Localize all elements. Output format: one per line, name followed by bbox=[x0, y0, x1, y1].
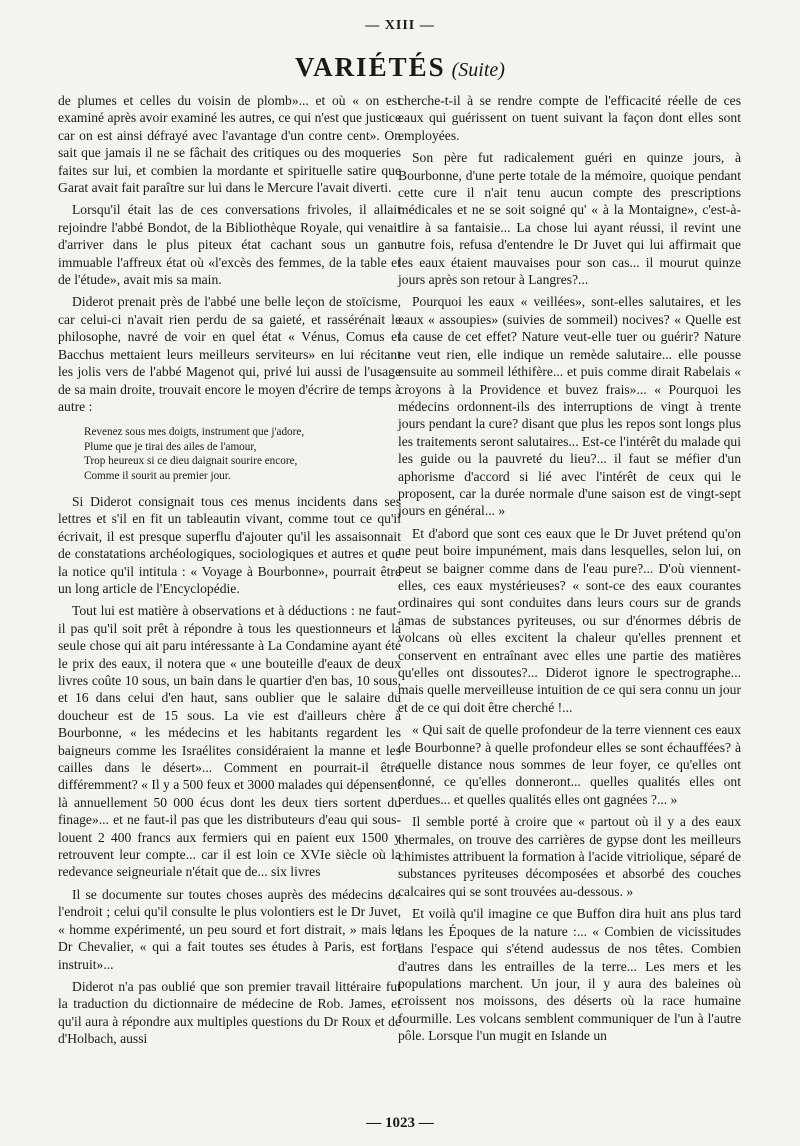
left-paragraph-1: de plumes et celles du voisin de plomb»... et où « on est examiné après avoir examiné les autres, ce qui n'est que justice car on est ainsi défrayé avec l'avantage d'un contre cent». On sait que jamais il ne se fâchait des critiques ou des moqueries faites sur lui, et combien la mordante et spirituelle satire que Garat avait fait paraître sur lui dans le Mercure l'avait diverti. bbox=[58, 93, 401, 196]
right-column bbox=[398, 92, 741, 1045]
title-suite: (Suite) bbox=[451, 59, 505, 81]
poem-line: Revenez sous mes doigts, instrument que j'adore, bbox=[84, 426, 305, 439]
left-paragraph-7: Diderot n'a pas oublié que son premier travail littéraire fut la traduction du dictionnaire de médecine de Rob. James, et qu'il aura à répondre aux multiples questions du Dr Roux et de d'Holbach, aussi bbox=[58, 978, 401, 1047]
poem-quote bbox=[84, 425, 401, 483]
page-roman-numeral: — XIII — bbox=[365, 18, 435, 33]
poem-line: Plume que je tirai des ailes de l'amour, bbox=[84, 440, 257, 453]
left-column bbox=[58, 92, 401, 1048]
title-main: VARIÉTÉS bbox=[295, 52, 446, 82]
poem-line: Comme il sourit au premier jour. bbox=[84, 469, 231, 482]
left-paragraph-3: Diderot prenait près de l'abbé une belle leçon de stoïcisme, car celui-ci n'avait rien perdu de sa gaieté, et rassérénait le philosophe, navré de voir en quel état « Vénus, Comus et Bacchus mettaient leurs meilleurs serviteurs» en lui récitant les jolis vers de l'abbé Magenot qui, privé lui aussi de l'usage de sa main droite, trouvait encore le moyen d'écrire de temps à autre : bbox=[58, 294, 401, 414]
right-paragraph-6: Il semble porté à croire que « partout où il y a des eaux thermales, on trouve des carrières de gypse dont les meilleurs chimistes attribuent la formation à l'acide vitriolique, séparé de substances pyriteuses décomposées et absorbé des couches calcaires qui se sont trouvées au-dessous. » bbox=[398, 814, 741, 899]
right-paragraph-7: Et voilà qu'il imagine ce que Buffon dira huit ans plus tard dans les Époques de la nature :... « Combien de vicissitudes dans l'espace qui s'étend audessus de nos têtes. Combien d'autres dans les entrailles de la terre... Les mers et les populations marchent. Un jour, il y aura des baleines où croissent nos moissons, des déserts où la race humaine fourmille. Les volcans semblent communiquer de l'un à l'autre pôle. Lorsque l'un mugit en Islande un bbox=[398, 906, 741, 1044]
left-paragraph-4: Si Diderot consignait tous ces menus incidents dans ses lettres et s'il en fit un tableautin vivant, comme tout ce qu'il écrivait, il est presque superflu d'ajouter qu'il les assaisonnait de constatations archéologiques, sociologiques et autres et que la notice qu'il intitula : « Voyage à Bourbonne», pourrait être un long article de l'Encyclopédie. bbox=[58, 493, 401, 596]
page-number: — 1023 — bbox=[366, 1115, 434, 1131]
left-paragraph-6: Il se documente sur toutes choses auprès des médecins de l'endroit ; celui qu'il consulte le plus volontiers est le Dr Juvet, « homme expérimenté, un peu sourd et fort distrait, » mais le Dr Chevalier, « qui a fait toutes ses études à Paris, est fort instruit»... bbox=[58, 886, 401, 972]
right-paragraph-4: Et d'abord que sont ces eaux que le Dr Juvet prétend qu'on ne peut boire impunément, mais dans lesquelles, selon lui, on peut se baigner comme dans de l'eau pure?... D'où viennent-elles, ces eaux mystérieuses? « sont-ce des eaux courantes ordinaires qui sont conduites dans leurs cours sur de grands amas de substances pyriteuses, ou sur d'énormes débris de volcans où elles excitent la chaleur qu'elles prennent et conservent en entraînant avec elles une partie des matières qu'elles ont dissoutes?... Diderot ignore le spectrographe... mais quelle merveilleuse intuition de ce qui sera connu un jour et de ce qui doit être cherché !... bbox=[398, 525, 741, 715]
left-paragraph-5: Tout lui est matière à observations et à déductions : ne faut-il pas qu'il soit prêt à répondre à tous les questionneurs et la seule chose qui ait paru intéressante à La Condamine ayant été le prix des eaux, il notera que « une bouteille d'eaux de deux livres coûte 10 sous, un bain dans le quartier d'en bas, 10 sous, et 16 dans celui d'en haut, sans oublier que le salaire du doucheur est de 15 sous. La vie est d'ailleurs chère à Bourbonne, « les médecins et les habitants regardent les baigneurs comme les Israélites considéraient la manne et les cailles dans le désert»... Comment en pourrait-il être différemment? « Il y a 500 feux et 3000 malades qui dépensent là annuellement 50 000 écus dont les deux tiers sortent du finage»... et ne faut-il pas que les distributeurs d'eau qui sous-louent 2 400 francs aux fermiers qui en paient eux 1500 y retrouvent leur compte... car il est loin ce XVIe siècle où la redevance seigneuriale n'était que de... six livres bbox=[58, 603, 401, 880]
article-title bbox=[0, 52, 800, 83]
right-paragraph-2: Son père fut radicalement guéri en quinze jours, à Bourbonne, d'une perte totale de la mémoire, quoique pendant cette cure il n'ait tenu aucun compte des prescriptions médicales et ne se soit soigné qu' « à la Montaigne», c'est-à-dire à sa fantaisie... La chose lui ayant réussi, il revint une autre fois, refusa d'entendre le Dr Juvet qui lui affirmait que les eaux étaient mauvaises pour son cas... il mourut quinze jours après son retour à Langres?... bbox=[398, 150, 741, 288]
left-paragraph-2: Lorsqu'il était las de ces conversations frivoles, il allait rejoindre l'abbé Bondot, de la Bibliothèque Royale, qui venait d'arriver dans le plus piteux état cachant sous un gant immuable l'affreux état où «l'excès des femmes, de la table et de l'étude», avait mis sa main. bbox=[58, 202, 401, 288]
right-paragraph-5: « Qui sait de quelle profondeur de la terre viennent ces eaux de Bourbonne? à quelle profondeur elles se sont échauffées? à quelle distance nous sommes de leur foyer, ce qu'elles ont donné, ce qu'elles donneront... quelles qualités elles ont perdues... et quelles qualités elles ont gagnées ?... » bbox=[398, 722, 741, 807]
right-paragraph-1: cherche-t-il à se rendre compte de l'efficacité réelle de ces eaux qui guérissent on tuent suivant la façon dont elles sont employées. bbox=[398, 93, 741, 143]
right-paragraph-3: Pourquoi les eaux « veillées», sont-elles salutaires, et les eaux « assoupies» (suivies de sommeil) nocives? « Quelle est la cause de cet effet? Nature veut-elle tuer ou guérir? Nature ne veut rien, elle indique un remède salutaire... elle pousse ensuite au sommeil léthifère... et puis comme dirait Rabelais « croyons à la Providence et buvez frais»... « Pourquoi les médecins ordonnent-ils des interruptions de vingt à trente jours pendant la cure? disant que plus les repos sont longs plus les traitements seront salutaires... Est-ce l'intérêt du malade qui les guide ou la pauvreté du lieu?... il faut se méfier d'un aphorisme d'accord si lié avec l'intérêt de ceux qui le proposent, car la durée normale d'une saison est de vingt-sept jours en général... » bbox=[398, 294, 741, 519]
poem-line: Trop heureux si ce dieu daignait sourire encore, bbox=[84, 455, 298, 468]
